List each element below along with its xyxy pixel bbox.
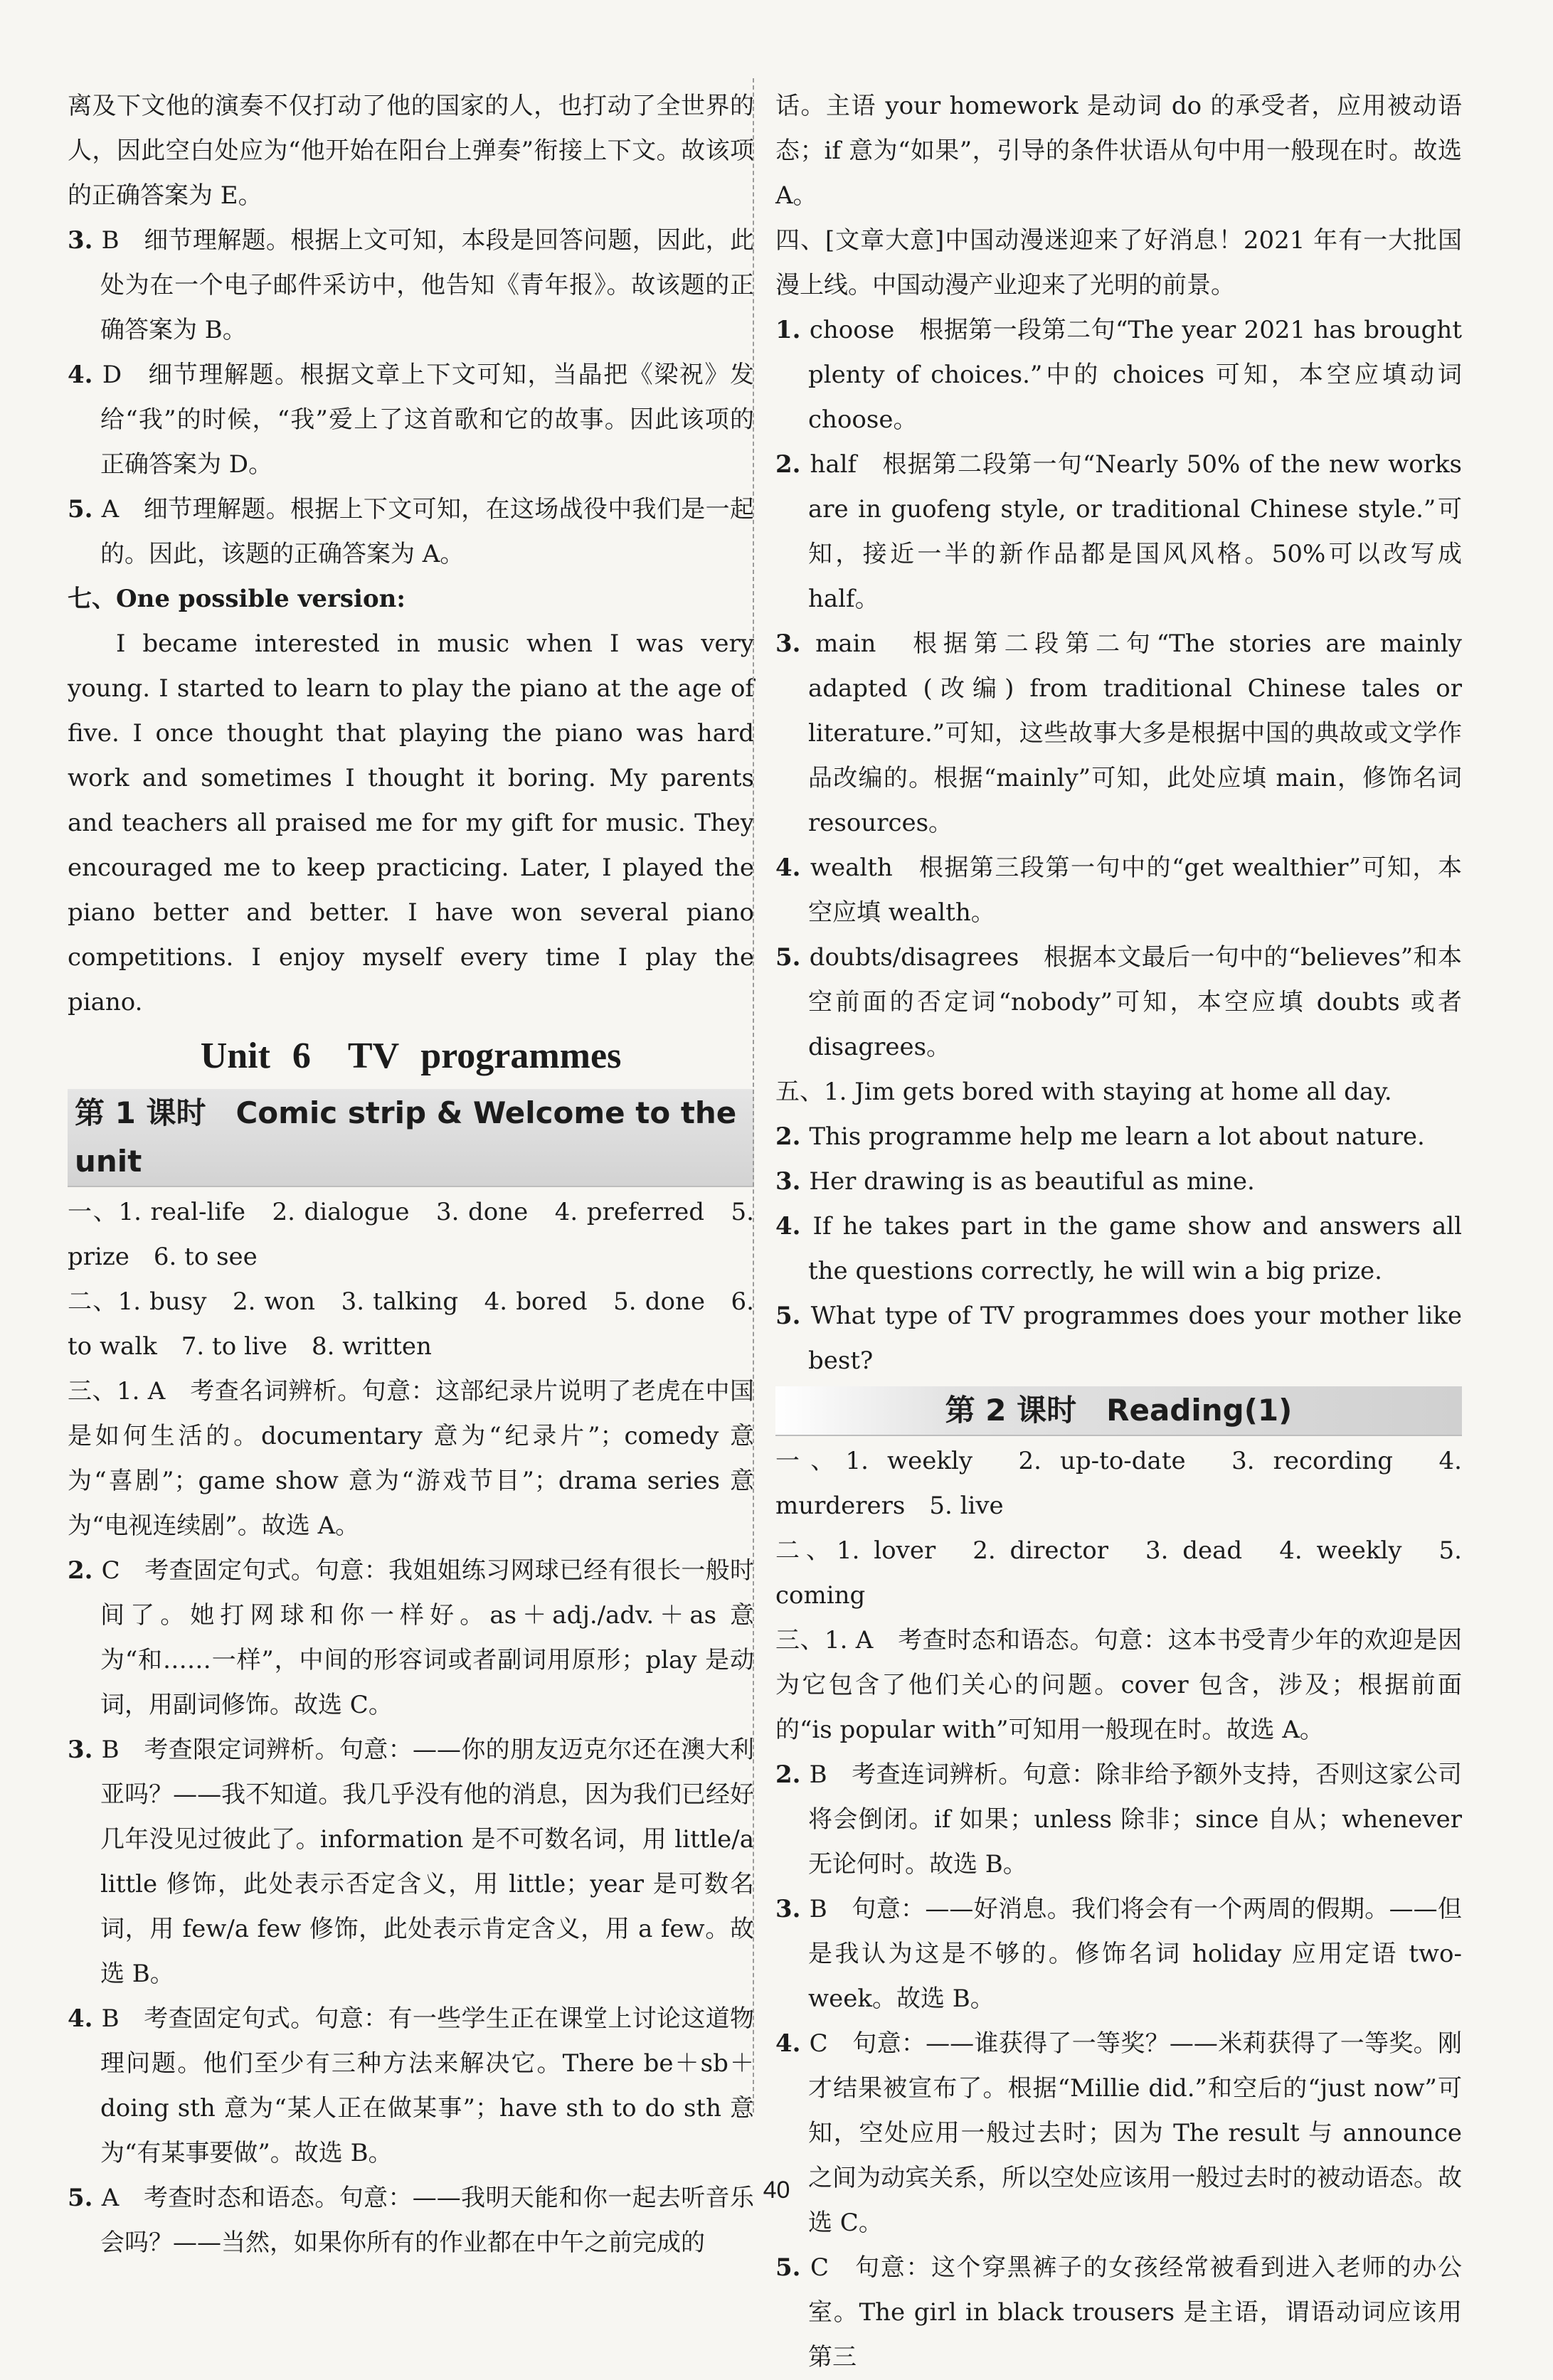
page-number: 40 [763,2177,790,2204]
item-text: C 考查固定句式。句意：我姐姐练习网球已经有很长一般时间了。她打网球和你一样好。as＋adj./adv.＋as 意为“和……一样”，中间的形容词或者副词用原形；play 是动词，用副词修饰。故选 C。 [100,1556,754,1719]
item-number: 5. [775,943,810,972]
right-column [775,84,1462,2380]
left-column [68,84,754,2265]
item-text: D 细节理解题。根据文章上下文可知，当晶把《梁祝》发给“我”的时候，“我”爱上了这首歌和它的故事。因此该项的正确答案为 D。 [100,361,754,479]
column-divider [753,78,754,2113]
item-number: 2. [775,1122,810,1151]
item-text: choose 根据第一段第二句“The year 2021 has brought plenty of choices.”中的 choices 可知，本空应填动词 choose。 [808,316,1462,434]
item-number: 4. [68,361,102,389]
answer-paragraph: 话。主语 your homework 是动词 do 的承受者，应用被动语态；if 意为“如果”，引导的条件状语从句中用一般现在时。故选 A。 [775,92,1462,210]
answer-item [775,2022,1462,2246]
unit-title: Unit 6 TV programmes [200,1036,622,1076]
answer-item [775,1115,1462,1159]
item-text: Her drawing is as beautiful as mine. [809,1167,1255,1196]
item-number: 5. [775,2253,810,2282]
lesson-heading: 第 1 课时 Comic strip & Welcome to the unit [68,1089,754,1187]
item-text: doubts/disagrees 根据本文最后一句中的“believes”和本空前面的否定词“nobody”可知，本空应填 doubts 或者 disagrees。 [808,943,1462,1061]
item-number: 3. [775,629,816,658]
answer-item [775,935,1462,1070]
item-text: main 根据第二段第二句“The stories are mainly adapted (改编) from traditional Chinese tales or literature.”可知，这些故事大多是根据中国的典故或文学作品改编的。根据“mainly”可知，此处应填 main，修饰名词 resources。 [808,629,1462,837]
item-text: B 细节理解题。根据上文可知，本段是回答问题，因此，此处为在一个电子邮件采访中，他告知《青年报》。故该题的正确答案为 B。 [100,226,754,344]
answer-item [775,442,1462,622]
item-text: B 句意：——好消息。我们将会有一个两周的假期。——但是我认为这是不够的。修饰名词 holiday 应用定语 two-week。故选 B。 [808,1895,1462,2013]
item-text: C 句意：——谁获得了一等奖？——米莉获得了一等奖。刚才结果被宣布了。根据“Millie did.”和空后的“just now”可知，空处应用一般过去时；因为 The result 与 announce 之间为动宾关系，所以空处应该用一般过去时的被动语态。故选 C。 [808,2029,1462,2237]
answer-item [68,353,754,487]
answer-item [68,1548,754,1728]
answer-item [775,2246,1462,2380]
item-number: 4. [775,2029,810,2058]
item-text: This programme help me learn a lot about nature. [809,1122,1425,1151]
item-text: A 考查时态和语态。句意：——我明天能和你一起去听音乐会吗？——当然，如果你所有的作业都在中午之前完成的 [100,2184,754,2257]
answer-item [775,1159,1462,1204]
item-number: 4. [775,1212,813,1241]
answer-paragraph: 四、[文章大意]中国动漫迷迎来了好消息！2021 年有一大批国漫上线。中国动漫产业迎来了光明的前景。 [775,226,1462,299]
section-heading: 七、One possible version: [68,585,406,613]
item-text: What type of TV programmes does your mother like best? [808,1302,1462,1375]
essay-paragraph: I became interested in music when I was very young. I started to learn to play the piano at the age of five. I once thought that playing the piano was hard work and sometimes I thought it boring. My parents and teachers all praised me for my gift for music. They encouraged me to keep practicing. Later, I played the piano better and better. I have won several piano competitions. I enjoy myself every time I play the piano. [68,629,754,1016]
item-text: If he takes part in the game show and answers all the questions correctly, he will win a big prize. [808,1212,1462,1285]
item-number: 2. [775,450,810,479]
answer-paragraph: 一、1. real-life 2. dialogue 3. done 4. preferred 5. prize 6. to see [68,1198,754,1271]
answer-item [68,1728,754,1997]
answer-paragraph: 离及下文他的演奏不仅打动了他的国家的人，也打动了全世界的人，因此空白处应为“他开始在阳台上弹奏”衔接上下文。故该项的正确答案为 E。 [68,92,754,210]
item-number: 4. [68,2004,102,2033]
answer-item [68,1997,754,2176]
answer-item [775,1294,1462,1383]
item-number: 3. [68,1736,102,1764]
answer-paragraph: 一、1. weekly 2. up-to-date 3. recording 4. murderers 5. live [775,1447,1462,1520]
answer-item [775,308,1462,442]
lesson-heading: 第 2 课时 Reading(1) [775,1386,1462,1436]
item-text: B 考查固定句式。句意：有一些学生正在课堂上讨论这道物理问题。他们至少有三种方法来解决它。There be＋sb＋doing sth 意为“某人正在做某事”；have sth to do sth 意为“有某事要做”。故选 B。 [100,2004,754,2167]
answer-paragraph: 二、1. busy 2. won 3. talking 4. bored 5. done 6. to walk 7. to live 8. written [68,1287,754,1361]
answer-item [68,487,754,577]
answer-item [775,1753,1462,1887]
item-text: B 考查限定词辨析。句意：——你的朋友迈克尔还在澳大利亚吗？——我不知道。我几乎没有他的消息，因为我们已经好几年没见过彼此了。information 是不可数名词，用 little/a little 修饰，此处表示否定含义，用 little；year 是可数名词，用 few/a few 修饰，此处表示肯定含义，用 a few。故选 B。 [100,1736,754,1988]
answer-paragraph: 二、1. lover 2. director 3. dead 4. weekly 5. coming [775,1536,1462,1610]
item-text: wealth 根据第三段第一句中的“get wealthier”可知，本空应填 wealth。 [808,854,1462,927]
item-text: B 考查连词辨析。句意：除非给予额外支持，否则这家公司将会倒闭。if 如果；unless 除非；since 自从；whenever 无论何时。故选 B。 [808,1760,1462,1879]
item-text: A 细节理解题。根据上下文可知，在这场战役中我们是一起的。因此，该题的正确答案为 A。 [100,495,754,568]
item-number: 5. [68,2184,102,2212]
item-number: 2. [775,1760,810,1789]
answer-paragraph: 三、1. A 考查时态和语态。句意：这本书受青少年的欢迎是因为它包含了他们关心的问题。cover 包含，涉及；根据前面的“is popular with”可知用一般现在时。故选 A。 [775,1626,1462,1744]
item-number: 3. [68,226,102,255]
answer-paragraph: 五、1. Jim gets bored with staying at home all day. [775,1078,1392,1106]
answer-item [775,1887,1462,2022]
item-text: C 句意：这个穿黑裤子的女孩经常被看到进入老师的办公室。The girl in black trousers 是主语，谓语动词应该用第三 [808,2253,1462,2371]
answer-item [775,846,1462,935]
answer-paragraph: 三、1. A 考查名词辨析。句意：这部纪录片说明了老虎在中国是如何生活的。documentary 意为“纪录片”；comedy 意为“喜剧”；game show 意为“游戏节目”；drama series 意为“电视连续剧”。故选 A。 [68,1377,754,1540]
answer-item [775,1204,1462,1294]
item-number: 3. [775,1895,810,1923]
item-number: 3. [775,1167,810,1196]
item-number: 1. [775,316,810,344]
answer-item [68,218,754,353]
item-number: 5. [68,495,102,524]
answer-item [775,622,1462,846]
item-number: 4. [775,854,810,882]
item-number: 5. [775,1302,811,1330]
item-number: 2. [68,1556,102,1585]
item-text: half 根据第二段第一句“Nearly 50% of the new works are in guofeng style, or traditional Chinese style.”可知，接近一半的新作品都是国风风格。50%可以改写成 half。 [808,450,1462,613]
